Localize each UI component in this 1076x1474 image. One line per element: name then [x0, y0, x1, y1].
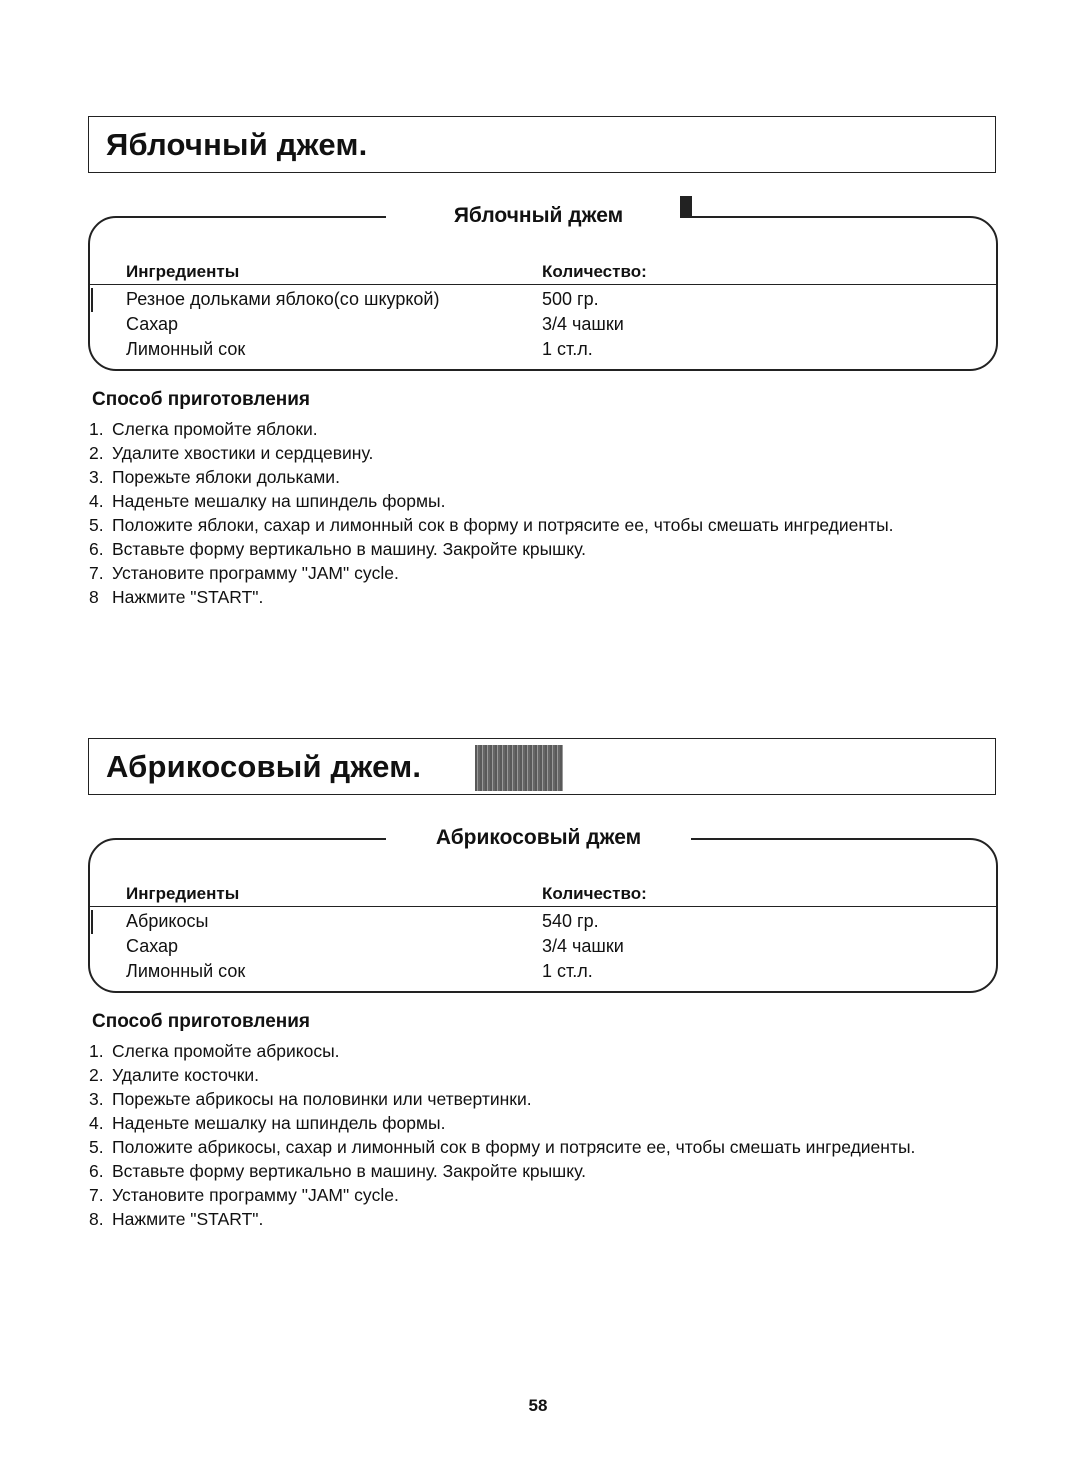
- ingredient-name: Лимонный сок: [126, 339, 246, 359]
- method-title: Способ приготовления: [92, 389, 311, 410]
- list-item: [89, 1207, 992, 1231]
- page-number: 58: [528, 1396, 548, 1415]
- list-item: [89, 1039, 992, 1063]
- steps-list: [89, 1039, 992, 1231]
- table-heading-area: [386, 824, 691, 854]
- step-text: Установите программу "JAM" cycle.: [112, 563, 399, 583]
- ingredient-name: Сахар: [126, 314, 179, 334]
- method-title: Способ приготовления: [92, 1011, 311, 1032]
- column-header-quantity: Количество:: [542, 262, 647, 281]
- ingredient-rows: [90, 911, 996, 986]
- table-row: [90, 314, 996, 339]
- table-row: [90, 339, 996, 364]
- step-text: Нажмите "START".: [112, 587, 264, 607]
- ingredient-quantity: 3/4 чашки: [542, 314, 624, 334]
- step-text: Положите абрикосы, сахар и лимонный сок в форму и потрясите ее, чтобы смешать ингредиенты.: [112, 1137, 916, 1157]
- list-item: [89, 489, 992, 513]
- list-item: [89, 1135, 992, 1159]
- header-divider: [90, 284, 996, 285]
- step-text: Наденьте мешалку на шпиндель формы.: [112, 491, 446, 511]
- print-smudge: [475, 745, 563, 791]
- step-number: 2.: [89, 443, 104, 463]
- print-mark: [680, 196, 692, 218]
- list-item: [89, 585, 992, 609]
- table-heading-area: [386, 202, 691, 232]
- step-text: Положите яблоки, сахар и лимонный сок в форму и потрясите ее, чтобы смешать ингредиенты.: [112, 515, 894, 535]
- step-text: Удалите хвостики и сердцевину.: [112, 443, 374, 463]
- list-item: [89, 465, 992, 489]
- step-text: Нажмите "START".: [112, 1209, 264, 1229]
- table-row: [90, 911, 996, 936]
- step-number: 3.: [89, 1089, 104, 1109]
- ingredient-name: Лимонный сок: [126, 961, 246, 981]
- step-number: 1.: [89, 419, 104, 439]
- steps-list: [89, 417, 992, 609]
- ingredients-table: [88, 826, 998, 993]
- step-number: 8.: [89, 1209, 104, 1229]
- step-text: Наденьте мешалку на шпиндель формы.: [112, 1113, 446, 1133]
- ingredients-table: [88, 204, 998, 371]
- list-item: [89, 561, 992, 585]
- list-item: [89, 1063, 992, 1087]
- method-block: [89, 1011, 992, 1231]
- method-block: [89, 389, 992, 609]
- column-header-ingredients: Ингредиенты: [126, 884, 240, 903]
- ingredient-name: Абрикосы: [126, 911, 209, 931]
- step-number: 7.: [89, 563, 104, 583]
- recipe-title: Абрикосовый джем.: [106, 749, 422, 784]
- list-item: [89, 1159, 992, 1183]
- ingredient-quantity: 3/4 чашки: [542, 936, 624, 956]
- step-number: 6.: [89, 539, 104, 559]
- step-number: 5.: [89, 515, 104, 535]
- ingredient-name: Сахар: [126, 936, 179, 956]
- step-text: Слегка промойте яблоки.: [112, 419, 318, 439]
- step-number: 7.: [89, 1185, 104, 1205]
- step-number: 8: [89, 587, 99, 607]
- list-item: [89, 537, 992, 561]
- recipe-title: Яблочный джем.: [106, 127, 368, 162]
- step-text: Вставьте форму вертикально в машину. Закройте крышку.: [112, 539, 586, 559]
- list-item: [89, 1111, 992, 1135]
- step-number: 6.: [89, 1161, 104, 1181]
- list-item: [89, 417, 992, 441]
- column-header-quantity: Количество:: [542, 884, 647, 903]
- table-title: Яблочный джем: [453, 204, 624, 227]
- ingredient-quantity: 500 гр.: [542, 289, 599, 309]
- table-title: Абрикосовый джем: [435, 826, 642, 849]
- step-text: Установите программу "JAM" cycle.: [112, 1185, 399, 1205]
- list-item: [89, 1183, 992, 1207]
- step-number: 5.: [89, 1137, 104, 1157]
- column-header-ingredients: Ингредиенты: [126, 262, 240, 281]
- recipe-title-box: [88, 116, 996, 173]
- step-number: 3.: [89, 467, 104, 487]
- ingredient-name: Резное дольками яблоко(со шкуркой): [126, 289, 440, 309]
- step-text: Удалите косточки.: [112, 1065, 260, 1085]
- table-row: [90, 289, 996, 314]
- step-text: Слегка промойте абрикосы.: [112, 1041, 340, 1061]
- ingredient-quantity: 1 ст.л.: [542, 339, 593, 359]
- step-number: 1.: [89, 1041, 104, 1061]
- recipe-title-box: [88, 738, 996, 795]
- ingredient-rows: [90, 289, 996, 364]
- step-text: Порежьте абрикосы на половинки или четвертинки.: [112, 1089, 532, 1109]
- list-item: [89, 513, 992, 537]
- step-text: Вставьте форму вертикально в машину. Закройте крышку.: [112, 1161, 586, 1181]
- ingredient-quantity: 540 гр.: [542, 911, 599, 931]
- step-text: Порежьте яблоки дольками.: [112, 467, 340, 487]
- ingredient-quantity: 1 ст.л.: [542, 961, 593, 981]
- list-item: [89, 441, 992, 465]
- list-item: [89, 1087, 992, 1111]
- step-number: 4.: [89, 1113, 104, 1133]
- step-number: 2.: [89, 1065, 104, 1085]
- step-number: 4.: [89, 491, 104, 511]
- table-row: [90, 936, 996, 961]
- header-divider: [90, 906, 996, 907]
- table-row: [90, 961, 996, 986]
